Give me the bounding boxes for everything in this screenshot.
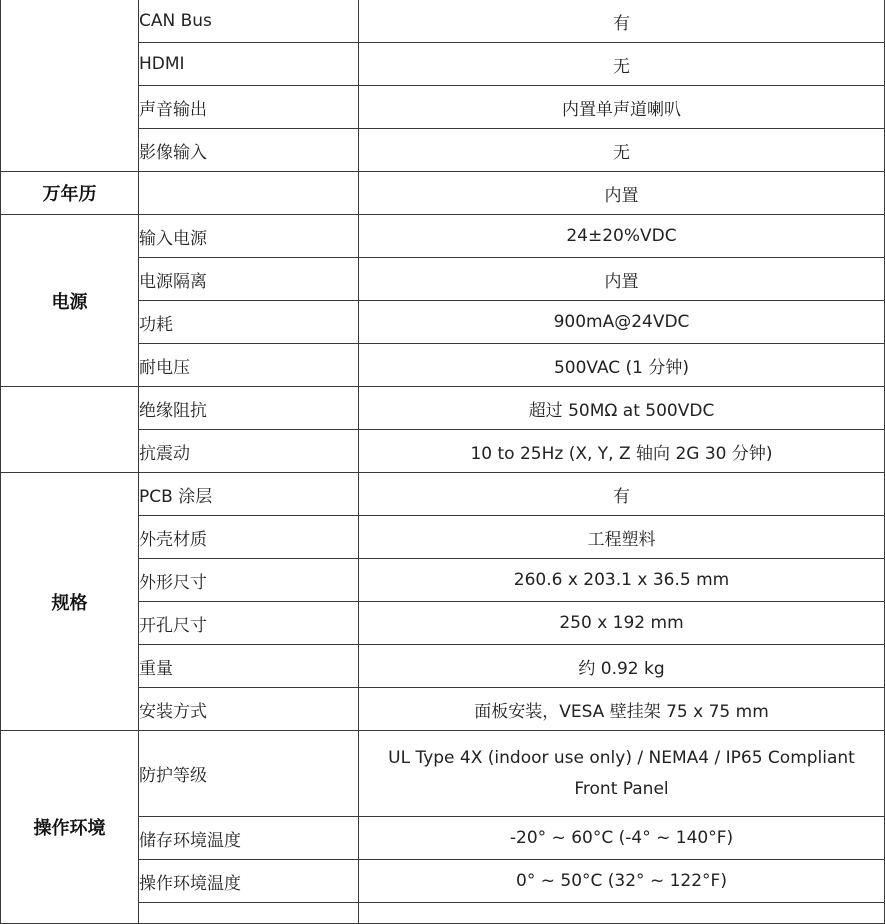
- row-label: 电源隔离: [139, 258, 359, 301]
- row-value: 有: [359, 0, 885, 43]
- row-value: 250 x 192 mm: [359, 602, 885, 645]
- category-cell-empty: [1, 387, 139, 473]
- row-label: 功耗: [139, 301, 359, 344]
- row-value-line: Front Panel: [574, 778, 669, 799]
- row-label-empty: [139, 903, 359, 924]
- row-value-empty: [359, 903, 885, 924]
- row-value: 0° ~ 50°C (32° ~ 122°F): [359, 860, 885, 903]
- row-label: 操作环境温度: [139, 860, 359, 903]
- category-cell-empty: [1, 0, 139, 172]
- table-row: [1, 731, 885, 817]
- row-value: 有: [359, 473, 885, 516]
- table-row: [1, 172, 885, 215]
- category-environment: 操作环境: [1, 731, 139, 924]
- row-value: 超过 50MΩ at 500VDC: [359, 387, 885, 430]
- row-label: HDMI: [139, 43, 359, 86]
- row-label: 声音输出: [139, 86, 359, 129]
- row-value: 约 0.92 kg: [359, 645, 885, 688]
- row-value: -20° ~ 60°C (-4° ~ 140°F): [359, 817, 885, 860]
- row-label: 外壳材质: [139, 516, 359, 559]
- row-label: 外形尺寸: [139, 559, 359, 602]
- category-calendar: 万年历: [1, 172, 139, 215]
- row-value: 内置: [359, 258, 885, 301]
- row-value: 内置: [359, 172, 885, 215]
- row-label: 重量: [139, 645, 359, 688]
- row-value: 24±20%VDC: [359, 215, 885, 258]
- row-value: 内置单声道喇叭: [359, 86, 885, 129]
- row-value: 10 to 25Hz (X, Y, Z 轴向 2G 30 分钟): [359, 430, 885, 473]
- row-value: 工程塑料: [359, 516, 885, 559]
- row-value: 面板安装，VESA 壁挂架 75 x 75 mm: [359, 688, 885, 731]
- row-label: 安装方式: [139, 688, 359, 731]
- table-row: [1, 0, 885, 43]
- row-label: PCB 涂层: [139, 473, 359, 516]
- row-value: [359, 731, 885, 817]
- row-label: 影像输入: [139, 129, 359, 172]
- row-value: 无: [359, 129, 885, 172]
- row-value: 无: [359, 43, 885, 86]
- table-row: [1, 473, 885, 516]
- row-label: 绝缘阻抗: [139, 387, 359, 430]
- row-value: 900mA@24VDC: [359, 301, 885, 344]
- table-row: [1, 215, 885, 258]
- row-label: 抗震动: [139, 430, 359, 473]
- row-label: [139, 172, 359, 215]
- table-row: [1, 387, 885, 430]
- row-label: 输入电源: [139, 215, 359, 258]
- row-value: 500VAC (1 分钟): [359, 344, 885, 387]
- category-power: 电源: [1, 215, 139, 387]
- row-label: CAN Bus: [139, 0, 359, 43]
- row-label: 储存环境温度: [139, 817, 359, 860]
- row-value-line: UL Type 4X (indoor use only) / NEMA4 / IP65 Compliant: [388, 747, 855, 768]
- row-value: 260.6 x 203.1 x 36.5 mm: [359, 559, 885, 602]
- category-spec: 规格: [1, 473, 139, 731]
- row-label: 耐电压: [139, 344, 359, 387]
- row-label: 开孔尺寸: [139, 602, 359, 645]
- row-label: 防护等级: [139, 731, 359, 817]
